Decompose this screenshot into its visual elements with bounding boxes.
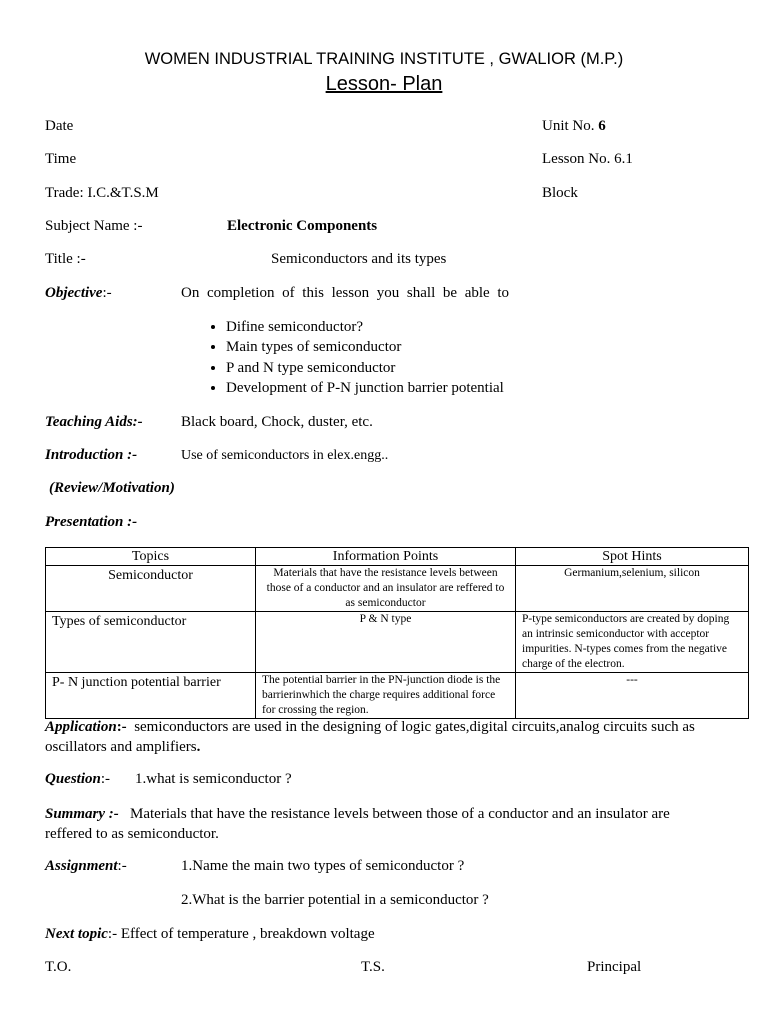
summary-paragraph: Summary :- Materials that have the resistance levels between those of a conductor and an insulator are reffered to as semiconductor. [45, 806, 670, 842]
presentation-table [45, 547, 749, 719]
hint-cell: P-type semiconductors are created by doping an intrinsic semiconductor with acceptor impurities. N-types comes from the negative charge of the electron. [516, 612, 749, 673]
assignment-label: Assignment:- [45, 858, 127, 874]
signature-to: T.O. [45, 959, 72, 975]
topic-cell: Semiconductor [46, 566, 256, 612]
topic-cell: Types of semiconductor [46, 612, 256, 673]
table-row [46, 612, 749, 673]
list-item: • P and N type semiconductor [226, 358, 504, 378]
list-item: • Difine semiconductor? [226, 317, 504, 337]
subject-label: Subject Name :- [45, 218, 143, 234]
unit-field [542, 118, 606, 135]
introduction-label: Introduction :- [45, 447, 138, 463]
document-title: Lesson- Plan [325, 73, 443, 95]
info-cell: P & N type [256, 612, 516, 673]
question-label: Question:- [45, 771, 111, 787]
question-value: 1.what is semiconductor ? [135, 771, 292, 787]
signature-principal: Principal [587, 959, 642, 975]
presentation-label: Presentation :- [45, 514, 138, 530]
time-label: Time [45, 151, 77, 167]
assignment-item: 2.What is the barrier potential in a semiconductor ? [181, 892, 489, 908]
subject-value: Electronic Components [227, 218, 378, 234]
next-topic: Next topic:- Effect of temperature , breakdown voltage [45, 926, 375, 942]
topic-cell: P- N junction potential barrier [46, 673, 256, 719]
list-item: • Main types of semiconductor [226, 337, 504, 357]
table-row [46, 673, 749, 719]
column-header-spot-hints: Spot Hints [516, 548, 749, 566]
title-label: Title :- [45, 251, 86, 267]
teaching-aids-label: Teaching Aids:- [45, 414, 143, 430]
hint-cell: Germanium,selenium, silicon [516, 566, 749, 612]
info-cell: Materials that have the resistance levels between those of a conductor and an insulator are reffered to as semiconductor [256, 566, 516, 612]
institute-name: WOMEN INDUSTRIAL TRAINING INSTITUTE , GWALIOR (M.P.) [144, 50, 624, 68]
signature-ts: T.S. [361, 959, 385, 975]
list-item: • Development of P-N junction barrier potential [226, 378, 504, 398]
objective-list [198, 317, 504, 398]
title-value: Semiconductors and its types [271, 251, 447, 267]
table-row [46, 566, 749, 612]
lesson-number: Lesson No. 6.1 [542, 151, 633, 167]
hint-cell: --- [516, 673, 749, 719]
review-motivation-label: (Review/Motivation) [49, 480, 175, 496]
column-header-topics: Topics [46, 548, 256, 566]
table-header-row [46, 548, 749, 566]
column-header-information-points: Information Points [256, 548, 516, 566]
trade-field: Trade: I.C.&T.S.M [45, 185, 159, 201]
unit-value: 6 [598, 118, 606, 134]
unit-label: Unit No. [542, 118, 595, 134]
objective-intro: On completion of this lesson you shall be able to [181, 285, 509, 301]
block-label: Block [542, 185, 578, 201]
introduction-value: Use of semiconductors in elex.engg.. [181, 448, 389, 463]
date-label: Date [45, 118, 74, 134]
application-paragraph: Application:- semiconductors are used in the designing of logic gates,digital circuits,analog circuits such as oscillators and amplifiers. [45, 719, 695, 755]
info-cell: The potential barrier in the PN-junction diode is the barrierinwhich the charge requires additional force for crossing the region. [256, 673, 516, 719]
assignment-item: 1.Name the main two types of semiconductor ? [181, 858, 465, 874]
teaching-aids-value: Black board, Chock, duster, etc. [181, 414, 373, 430]
objective-label: Objective:- [45, 285, 112, 301]
